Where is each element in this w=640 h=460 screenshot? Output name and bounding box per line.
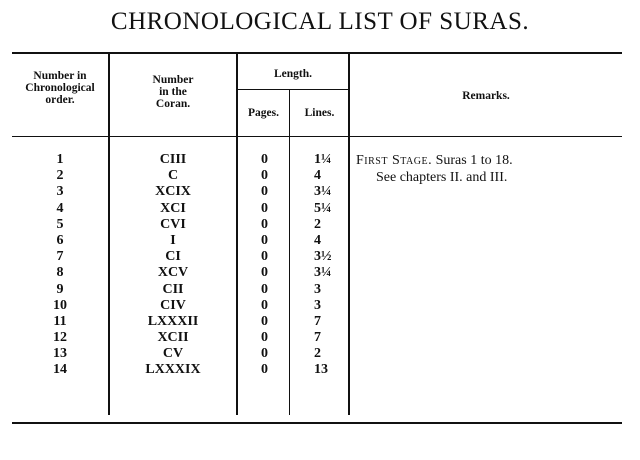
lines-cell: 2 — [314, 346, 321, 362]
lines-cell: 4 — [314, 168, 321, 184]
lines-cell: 7 — [314, 313, 321, 329]
header-line: Coran. — [155, 98, 191, 110]
coran-cell: XCI — [160, 200, 186, 216]
lines-cell: 3¼ — [314, 184, 332, 200]
lines-cell: 13 — [314, 362, 328, 378]
pages-cell: 0 — [261, 362, 268, 378]
pages-cell: 0 — [261, 200, 268, 216]
header-line: Number — [152, 74, 194, 86]
page-title: CHRONOLOGICAL LIST OF SURAS. — [110, 8, 530, 35]
coran-cell: CIV — [160, 297, 186, 313]
pages-cell: 0 — [261, 313, 268, 329]
header-lines: Lines. — [304, 107, 335, 119]
remarks-cell — [356, 152, 513, 186]
order-cell: 7 — [56, 249, 64, 265]
lines-cell: 5¼ — [314, 200, 332, 216]
pages-cell: 0 — [261, 330, 268, 346]
header-line: Number in — [33, 70, 87, 82]
order-cell: 14 — [53, 362, 67, 378]
header-coran-number — [112, 74, 234, 110]
lines-cell: 4 — [314, 232, 321, 248]
length-subheader-rule — [236, 89, 348, 90]
order-cell: 8 — [56, 265, 64, 281]
remarks-line-2: See chapters II. and III. — [376, 170, 508, 185]
remarks-line-1 — [356, 152, 513, 169]
header-pages: Pages. — [248, 107, 279, 119]
remarks-sura-range: Suras 1 to 18. — [432, 153, 513, 168]
header-remarks: Remarks. — [462, 90, 510, 102]
coran-cell: XCII — [157, 330, 189, 346]
pages-cell: 0 — [261, 216, 268, 232]
lines-cell: 1¼ — [314, 152, 332, 167]
stage-label: First Stage. — [356, 153, 433, 168]
pages-cell: 0 — [261, 168, 268, 184]
top-rule — [12, 52, 622, 54]
pages-cell: 0 — [261, 249, 268, 265]
header-chronological-order — [14, 70, 106, 106]
order-cell: 9 — [56, 281, 64, 297]
pages-column — [240, 152, 289, 379]
coran-cell: CV — [162, 346, 184, 362]
order-cell: 1 — [56, 152, 64, 167]
lines-cell: 3 — [314, 281, 321, 297]
lines-cell: 3 — [314, 297, 321, 313]
pages-cell: 0 — [261, 232, 268, 248]
coran-cell: XCV — [157, 265, 189, 281]
column-divider-1 — [108, 53, 110, 415]
coran-column — [112, 152, 234, 379]
lines-column — [310, 152, 348, 379]
lines-cell: 3½ — [314, 249, 332, 265]
coran-cell: XCIX — [155, 184, 191, 200]
coran-cell: CI — [165, 249, 181, 265]
column-divider-3 — [289, 90, 290, 415]
bottom-rule — [12, 422, 622, 424]
order-cell: 13 — [53, 346, 67, 362]
coran-cell: C — [167, 168, 179, 184]
order-cell: 12 — [53, 330, 67, 346]
order-cell: 4 — [56, 200, 64, 216]
order-cell: 2 — [56, 168, 64, 184]
lines-cell: 2 — [314, 216, 321, 232]
pages-cell: 0 — [261, 184, 268, 200]
order-cell: 6 — [56, 232, 64, 248]
header-line: order. — [45, 94, 75, 106]
coran-cell: CVI — [160, 216, 186, 232]
header-bottom-rule — [12, 136, 622, 137]
lines-cell: 7 — [314, 330, 321, 346]
column-divider-4 — [348, 53, 350, 415]
coran-cell: LXXXII — [147, 313, 199, 329]
header-length: Length. — [273, 68, 313, 80]
lines-cell: 3¼ — [314, 265, 332, 281]
header-line: Chronological — [25, 82, 95, 94]
order-column — [14, 152, 106, 379]
coran-cell: CIII — [159, 152, 187, 167]
header-line: in the — [159, 86, 187, 98]
coran-cell: I — [170, 232, 176, 248]
order-cell: 10 — [53, 297, 67, 313]
coran-cell: CII — [162, 281, 184, 297]
pages-cell: 0 — [261, 152, 268, 167]
order-cell: 3 — [56, 184, 64, 200]
order-cell: 5 — [56, 216, 64, 232]
pages-cell: 0 — [261, 346, 268, 362]
pages-cell: 0 — [261, 265, 268, 281]
pages-cell: 0 — [261, 297, 268, 313]
pages-cell: 0 — [261, 281, 268, 297]
order-cell: 11 — [53, 313, 67, 329]
coran-cell: LXXXIX — [145, 362, 201, 378]
